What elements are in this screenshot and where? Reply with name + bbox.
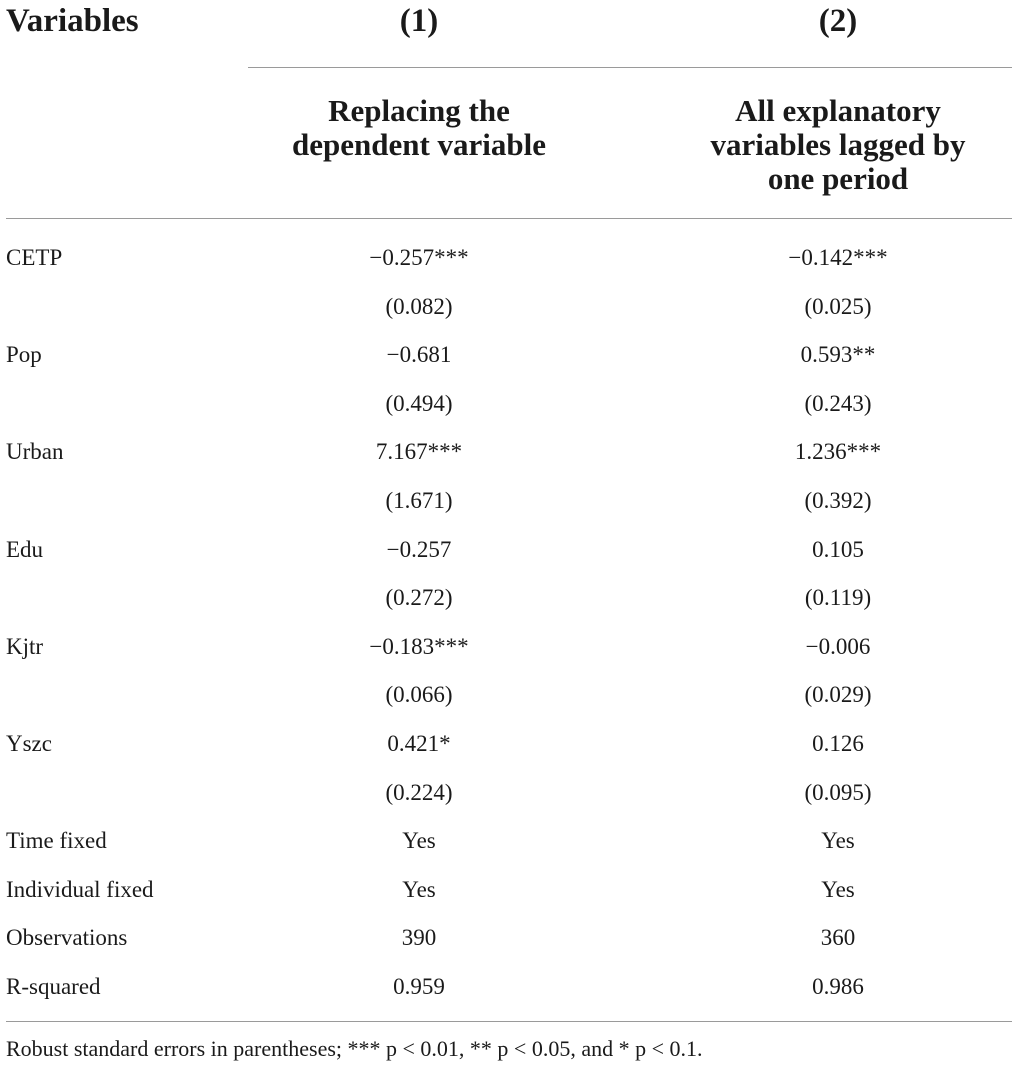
column-2-value: 1.236*** <box>794 439 882 465</box>
row-label: Yszc <box>6 730 52 756</box>
column-1-title-line-1: Replacing the <box>328 93 510 128</box>
table-footnote: Robust standard errors in parentheses; *** p < 0.01, ** p < 0.05, and * p < 0.1. <box>6 1036 703 1061</box>
table-row <box>0 428 1017 477</box>
column-1-value: 7.167*** <box>375 439 463 465</box>
column-2-value: (0.243) <box>804 390 872 416</box>
table-row <box>0 526 1017 575</box>
column-2-value: 360 <box>820 925 856 951</box>
row-label: Urban <box>6 439 64 465</box>
table-row <box>0 963 1017 1012</box>
column-1-value: −0.183*** <box>369 633 469 659</box>
column-2-value: 0.593** <box>800 342 876 368</box>
column-1-value: 0.421* <box>387 730 451 756</box>
table-row <box>0 866 1017 915</box>
column-2-value: (0.025) <box>804 293 872 319</box>
variables-header: Variables <box>6 3 139 39</box>
column-1-value: (0.066) <box>385 682 453 708</box>
column-1-value: (0.082) <box>385 293 453 319</box>
column-2-title <box>663 94 1013 196</box>
column-2-title-line-2: variables lagged by <box>710 127 966 162</box>
row-label: Observations <box>6 925 128 951</box>
column-1-value: (0.224) <box>385 779 453 805</box>
column-1-value: −0.257 <box>386 536 452 562</box>
column-2-value: Yes <box>821 876 855 902</box>
table-row <box>0 380 1017 429</box>
table-row <box>0 623 1017 672</box>
column-1-value: −0.257*** <box>369 245 469 270</box>
table-row <box>0 283 1017 332</box>
table-row <box>0 331 1017 380</box>
table-body <box>0 234 1017 1012</box>
column-2-value: −0.006 <box>805 633 871 659</box>
table-row <box>0 720 1017 769</box>
column-1-value: 390 <box>401 925 437 951</box>
row-label: Kjtr <box>6 633 44 659</box>
column-1-value: 0.959 <box>393 973 445 999</box>
column-1-title-line-2: dependent variable <box>291 127 547 162</box>
column-2-value: 0.105 <box>812 536 864 562</box>
column-1-value: Yes <box>402 876 436 902</box>
body-top-rule <box>6 218 1012 219</box>
column-2-number: (2) <box>818 3 858 39</box>
column-2-value: 0.986 <box>812 973 864 999</box>
column-1-value: (0.494) <box>385 390 453 416</box>
table-row <box>0 671 1017 720</box>
column-1-value: (0.272) <box>385 585 453 611</box>
column-2-value: (0.119) <box>804 585 872 611</box>
column-2-title-line-3: one period <box>767 161 909 196</box>
table-row <box>0 234 1017 283</box>
column-1-value: Yes <box>402 828 436 854</box>
table-row <box>0 914 1017 963</box>
column-2-value: 0.126 <box>812 730 864 756</box>
column-1-number: (1) <box>399 3 439 39</box>
row-label: Edu <box>6 536 44 562</box>
row-label: Pop <box>6 342 42 368</box>
header-divider-rule <box>248 67 1012 68</box>
row-label: Individual fixed <box>6 876 154 902</box>
column-2-value: (0.029) <box>804 682 872 708</box>
column-1-value: (1.671) <box>385 487 453 513</box>
table-row <box>0 817 1017 866</box>
column-2-value: (0.095) <box>804 779 872 805</box>
column-1-value: −0.681 <box>386 342 452 368</box>
table-row <box>0 477 1017 526</box>
row-label: Time fixed <box>6 828 107 854</box>
column-2-value: −0.142*** <box>788 245 888 270</box>
column-1-title <box>244 94 594 162</box>
row-label: R-squared <box>6 973 101 999</box>
column-2-title-line-1: All explanatory <box>735 93 941 128</box>
row-label: CETP <box>6 245 63 270</box>
table-row <box>0 574 1017 623</box>
table-row <box>0 769 1017 818</box>
column-2-value: Yes <box>821 828 855 854</box>
body-bottom-rule <box>6 1021 1012 1022</box>
column-2-value: (0.392) <box>804 487 872 513</box>
